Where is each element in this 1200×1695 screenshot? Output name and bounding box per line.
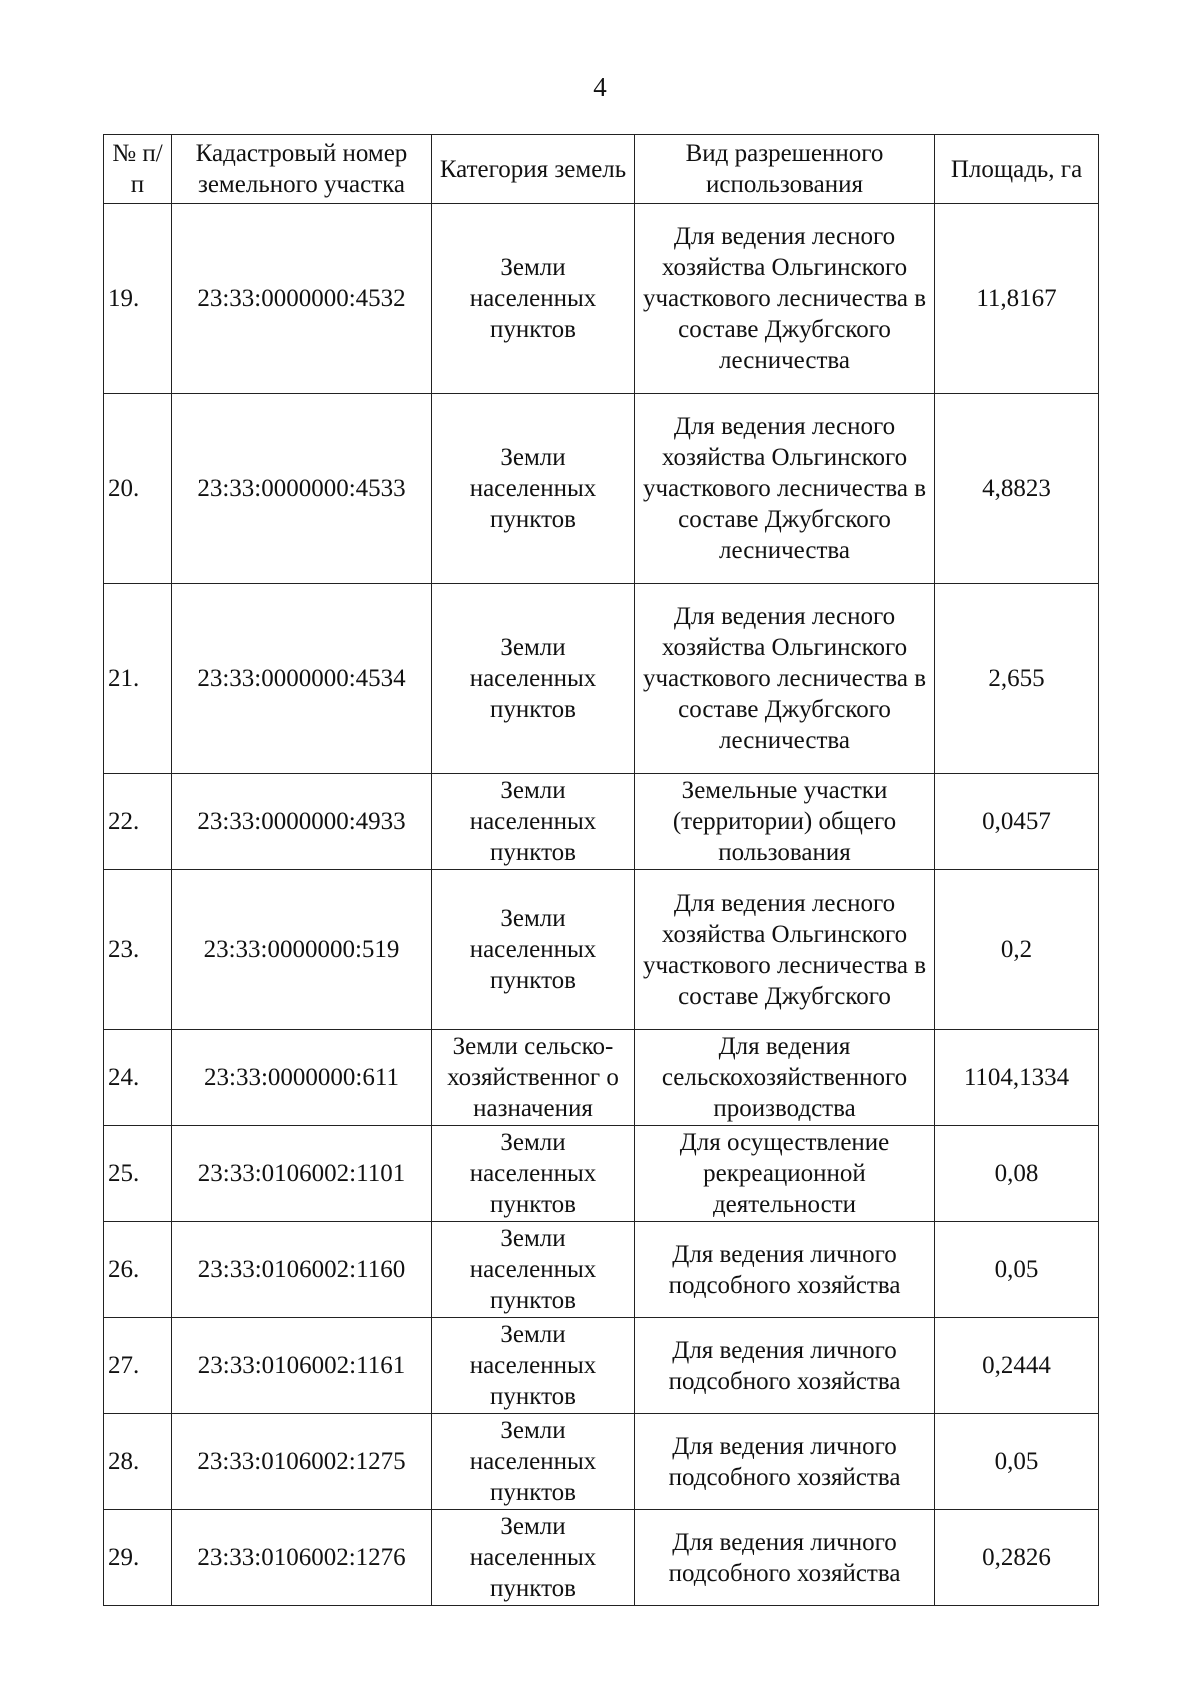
row-num: 25. (104, 1126, 172, 1222)
row-num: 26. (104, 1222, 172, 1318)
row-cadastral-number: 23:33:0106002:1161 (172, 1318, 432, 1414)
row-permitted-use: Для ведения сельскохозяйственного производства (635, 1030, 935, 1126)
table-row (104, 1126, 1099, 1222)
row-num: 28. (104, 1414, 172, 1510)
header-num: № п/п (104, 135, 172, 204)
table-row (104, 1414, 1099, 1510)
row-area: 1104,1334 (935, 1030, 1099, 1126)
row-num: 24. (104, 1030, 172, 1126)
header-permitted-use: Вид разрешенного использования (635, 135, 935, 204)
row-land-category: Земли населенных пунктов (432, 1222, 635, 1318)
row-cadastral-number: 23:33:0000000:4533 (172, 394, 432, 584)
row-land-category: Земли населенных пунктов (432, 394, 635, 584)
row-land-category: Земли населенных пунктов (432, 1510, 635, 1606)
row-permitted-use: Для ведения личного подсобного хозяйства (635, 1414, 935, 1510)
row-num: 23. (104, 870, 172, 1030)
table-row (104, 870, 1099, 1030)
row-area: 0,05 (935, 1414, 1099, 1510)
page-number: 4 (593, 72, 607, 102)
row-land-category: Земли населенных пунктов (432, 774, 635, 870)
row-permitted-use: Для ведения лесного хозяйства Ольгинского участкового лесничества в составе Джубгского лесничества (635, 204, 935, 394)
row-permitted-use: Для ведения лесного хозяйства Ольгинского участкового лесничества в составе Джубгского (635, 870, 935, 1030)
table-row (104, 204, 1099, 394)
row-land-category: Земли населенных пунктов (432, 584, 635, 774)
row-permitted-use: Для ведения личного подсобного хозяйства (635, 1318, 935, 1414)
row-area: 0,0457 (935, 774, 1099, 870)
row-area: 0,08 (935, 1126, 1099, 1222)
row-num: 19. (104, 204, 172, 394)
row-area: 0,05 (935, 1222, 1099, 1318)
table-row (104, 394, 1099, 584)
table-row (104, 774, 1099, 870)
row-cadastral-number: 23:33:0000000:611 (172, 1030, 432, 1126)
row-cadastral-number: 23:33:0106002:1101 (172, 1126, 432, 1222)
row-cadastral-number: 23:33:0000000:4532 (172, 204, 432, 394)
row-permitted-use: Для ведения личного подсобного хозяйства (635, 1510, 935, 1606)
row-permitted-use: Для ведения лесного хозяйства Ольгинского участкового лесничества в составе Джубгского лесничества (635, 394, 935, 584)
row-area: 0,2826 (935, 1510, 1099, 1606)
row-land-category: Земли населенных пунктов (432, 1414, 635, 1510)
table-row (104, 1222, 1099, 1318)
row-cadastral-number: 23:33:0106002:1276 (172, 1510, 432, 1606)
row-cadastral-number: 23:33:0106002:1160 (172, 1222, 432, 1318)
table-row (104, 1510, 1099, 1606)
table-row (104, 584, 1099, 774)
table-header-row (104, 135, 1099, 204)
row-area: 0,2 (935, 870, 1099, 1030)
row-cadastral-number: 23:33:0106002:1275 (172, 1414, 432, 1510)
row-area: 4,8823 (935, 394, 1099, 584)
header-land-category: Категория земель (432, 135, 635, 204)
row-land-category: Земли населенных пунктов (432, 204, 635, 394)
row-area: 0,2444 (935, 1318, 1099, 1414)
row-permitted-use: Для ведения лесного хозяйства Ольгинского участкового лесничества в составе Джубгского лесничества (635, 584, 935, 774)
row-permitted-use: Земельные участки (территории) общего пользования (635, 774, 935, 870)
row-num: 21. (104, 584, 172, 774)
row-land-category: Земли населенных пунктов (432, 1318, 635, 1414)
table-row (104, 1030, 1099, 1126)
row-num: 27. (104, 1318, 172, 1414)
row-cadastral-number: 23:33:0000000:4534 (172, 584, 432, 774)
row-num: 29. (104, 1510, 172, 1606)
row-num: 22. (104, 774, 172, 870)
row-cadastral-number: 23:33:0000000:519 (172, 870, 432, 1030)
header-cadastral-number: Кадастровый номер земельного участка (172, 135, 432, 204)
table-row (104, 1318, 1099, 1414)
row-land-category: Земли населенных пунктов (432, 870, 635, 1030)
header-area: Площадь, га (935, 135, 1099, 204)
row-permitted-use: Для ведения личного подсобного хозяйства (635, 1222, 935, 1318)
row-permitted-use: Для осуществление рекреационной деятельности (635, 1126, 935, 1222)
row-area: 2,655 (935, 584, 1099, 774)
row-area: 11,8167 (935, 204, 1099, 394)
row-num: 20. (104, 394, 172, 584)
row-land-category: Земли населенных пунктов (432, 1126, 635, 1222)
row-land-category: Земли сельско-хозяйственног о назначения (432, 1030, 635, 1126)
land-plots-table (103, 134, 1099, 1606)
row-cadastral-number: 23:33:0000000:4933 (172, 774, 432, 870)
